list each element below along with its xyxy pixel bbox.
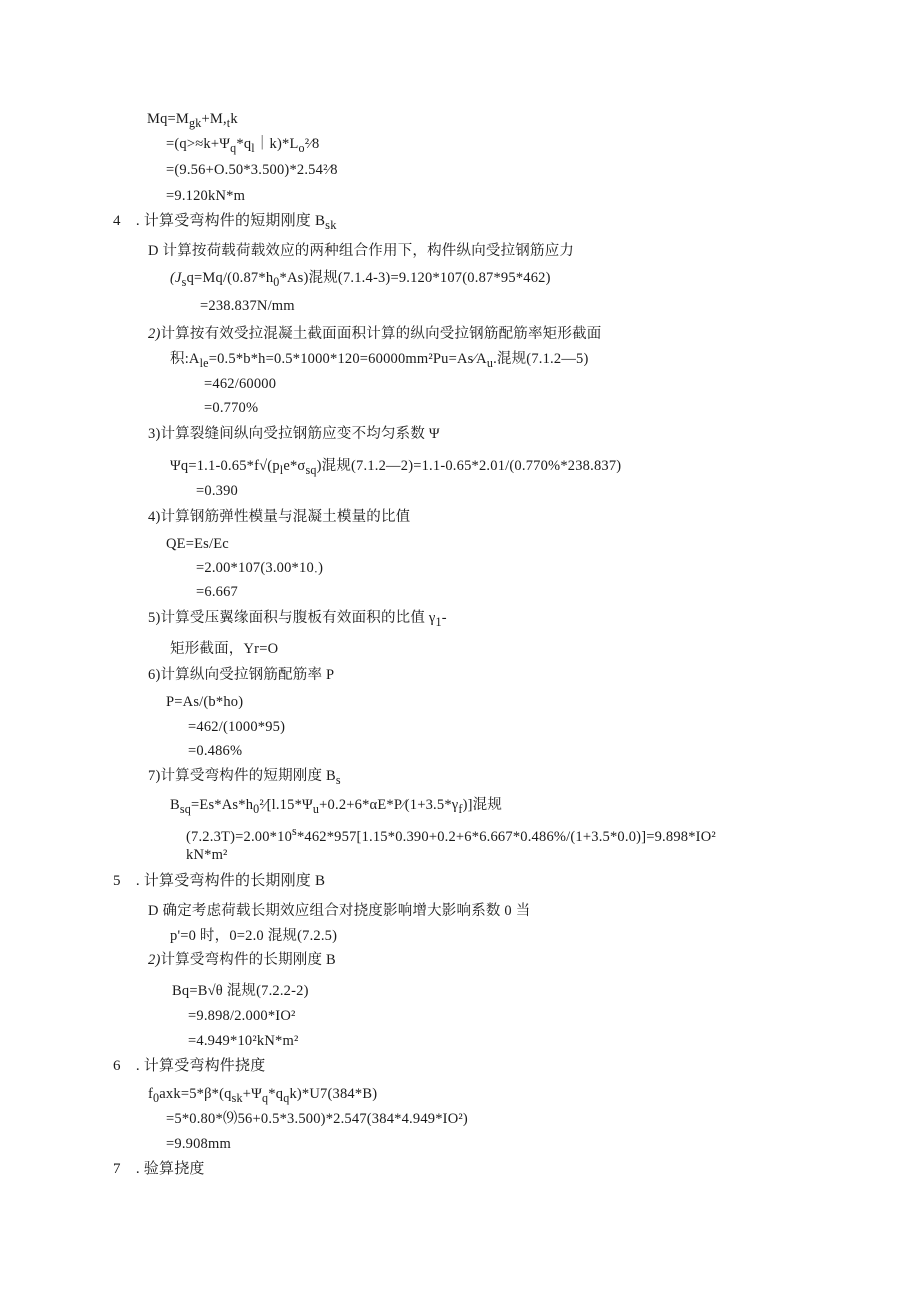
- formula-result: =4.949*10²kN*m²: [188, 1033, 299, 1049]
- formula-line: =462/(1000*95): [188, 719, 286, 735]
- section-heading-5: 5 . 计算受弯构件的长期刚度 B: [113, 873, 326, 889]
- step-heading: 5)计算受压翼缘面积与腹板有效面积的比值 $\gamma_1-$: [148, 610, 447, 629]
- formula-line: Bq=B√θ 混规(7.2.2-2): [172, 983, 309, 999]
- step-heading: 2)计算按有效受拉混凝土截面面积计算的纵向受拉钢筋配筋率矩形截面: [148, 326, 602, 342]
- step-heading: 2)计算受弯构件的长期刚度 B: [148, 952, 336, 968]
- formula-line: $\Psi q=1.1-0.65*f√(p_le*\sigma_{sq})$混规(7.1.2—2)=1.1-0.65*2.01/(0.770%*238.837): [170, 458, 622, 477]
- formula-line: p'=0 时，0=2.0 混规(7.2.5): [170, 928, 338, 944]
- step-heading: D 确定考虑荷载长期效应组合对挠度影响增大影响系数 0 当: [148, 903, 531, 919]
- formula-line: $=2.00*107(3.00*10_\cdot)$: [196, 560, 324, 579]
- section-heading-7: 7 . 验算挠度: [113, 1161, 205, 1177]
- formula-line: $=(q>\approx k+\Psi_q*q_l|k)*L_o^2⁄8$: [166, 136, 320, 155]
- step-heading: 7)计算受弯构件的短期刚度 $B_s$: [148, 768, 341, 787]
- formula-line: $B_{sq}=Es*As*h_0^2⁄[l.15*\Psi_u+0.2+6*\alpha E*P⁄(1+3.5*\gamma_f)]$混规: [170, 797, 503, 816]
- formula-result: =9.908mm: [166, 1136, 231, 1152]
- formula-mq: $Mq=M_{gk}+M,_tk$: [147, 111, 238, 130]
- section-heading-6: 6 . 计算受弯构件挠度: [113, 1058, 266, 1074]
- formula-line: =5*0.80*⑼56+0.5*3.500)*2.547(384*4.949*IO²): [166, 1111, 468, 1127]
- formula-result: =0.390: [196, 483, 239, 499]
- step-heading: D 计算按荷载荷载效应的两种组合作用下，构件纵向受拉钢筋应力: [148, 243, 575, 259]
- formula-line: =462/60000: [204, 376, 277, 392]
- formula-result: =9.120kN*m: [166, 188, 246, 204]
- formula-line: =9.898/2.000*IO²: [188, 1008, 296, 1024]
- section-heading-4: 4 . 计算受弯构件的短期刚度 $B_{sk}$: [113, 213, 337, 232]
- formula-result: =0.770%: [204, 400, 259, 416]
- formula-line: $(7.2.3T)=2.00*10^s*462*957[1.15*0.390+0.2+6*6.667*0.486\%/(1+3.5*0.0)]=9.898*IO^2$: [186, 824, 716, 845]
- formula-line: 积$:A_{le}=0.5*b*h=0.5*1000*120=60000mm^2Pu=As⁄A_u$.混规(7.1.2—5): [170, 351, 589, 370]
- step-heading: 3)计算裂缝间纵向受拉钢筋应变不均匀系数 Ψ: [148, 426, 440, 442]
- formula-result: =238.837N/mm: [200, 298, 295, 314]
- formula-line: =(9.56+O.50*3.500)*2.54²⁄8: [166, 162, 338, 178]
- formula-line: P=As/(b*ho): [166, 694, 244, 710]
- formula-result: =6.667: [196, 584, 239, 600]
- step-heading: 4)计算钢筋弹性模量与混凝土模量的比值: [148, 509, 411, 525]
- formula-line: $f_0axk=5*\beta*(q_{sk}+\Psi_q*q_qk)*U7(384*B)$: [148, 1086, 378, 1105]
- formula-line: 矩形截面，Yr=O: [170, 641, 279, 657]
- formula-line: ($J_sq=Mq/(0.87*h_0*As)$混规(7.1.4-3)=9.120*107(0.87*95*462): [170, 270, 551, 289]
- formula-line: QE=Es/Ec: [166, 536, 229, 552]
- step-heading: 6)计算纵向受拉钢筋配筋率 P: [148, 667, 335, 683]
- formula-unit: kN*m²: [186, 847, 228, 863]
- formula-result: =0.486%: [188, 743, 243, 759]
